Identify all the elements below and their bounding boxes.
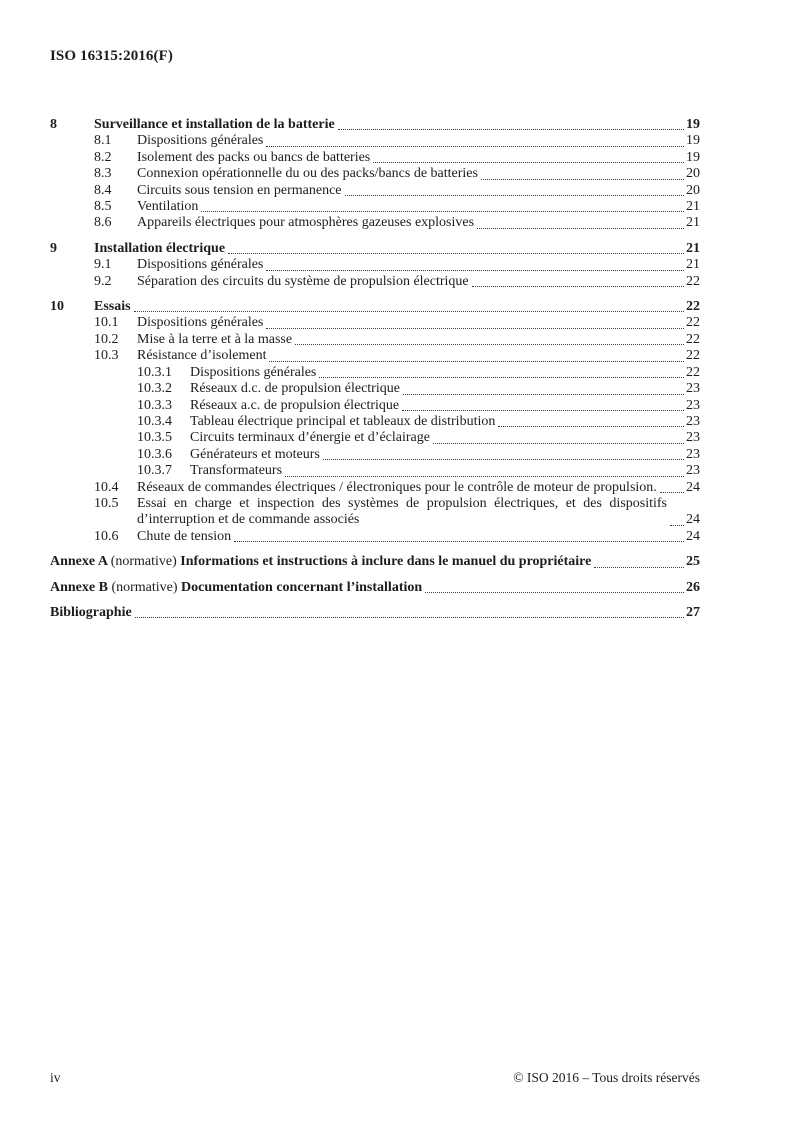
toc-entry[interactable]: [50, 183, 700, 199]
toc-entry[interactable]: [50, 257, 700, 273]
toc-entry-title-text: Dispositions générales: [137, 315, 264, 331]
toc-entry-title-text: Installation électrique: [94, 240, 226, 256]
toc-entry-title-text: Dispositions générales: [137, 257, 264, 273]
toc-entry-title-text: Surveillance et installation de la batterie: [94, 117, 335, 132]
toc-entry-title: [94, 241, 225, 257]
toc-entry-title-text: Mise à la terre et à la masse: [137, 331, 293, 347]
toc-entry-title-text: Générateurs et moteurs: [190, 446, 320, 462]
toc-entry[interactable]: [50, 605, 700, 621]
toc-entry-title: [137, 348, 266, 364]
toc-entry-title: [190, 447, 320, 463]
toc-entry[interactable]: [50, 241, 700, 257]
toc-leader-dots: [472, 286, 684, 287]
toc-entry-title: [50, 580, 422, 596]
toc-entry-title: [137, 315, 263, 331]
toc-entry-number: 10.5: [94, 495, 119, 511]
toc-leader-dots: [266, 328, 684, 329]
toc-entry-title-text: Essai en charge et inspection des systèmes de propulsion électriques, et des dispositifs d’interruption et de commande associés: [137, 495, 667, 528]
toc-entry-title-text: Informations et instructions à inclure dans le manuel du propriétaire: [180, 554, 592, 570]
toc-entry[interactable]: [50, 215, 700, 231]
toc-entry-number: 10.3.2: [137, 381, 172, 397]
toc-entry[interactable]: [50, 447, 700, 463]
toc-entry-page: 23: [686, 463, 700, 479]
toc-entry-page: 21: [686, 257, 700, 273]
toc-leader-dots: [477, 228, 684, 229]
toc-leader-dots: [481, 179, 684, 180]
toc-entry-number: 10.3.4: [137, 413, 172, 429]
toc-entry-page: 21: [686, 215, 700, 231]
toc-entry-title: [137, 332, 292, 348]
toc-entry-number: 10.4: [94, 479, 119, 495]
toc-entry-normative-tag: (normative): [111, 579, 182, 595]
toc-entry-page: 22: [686, 331, 700, 347]
toc-entry-number: 10.6: [94, 528, 119, 544]
toc-entry-title: [94, 117, 335, 133]
toc-entry-number: 9.1: [94, 257, 112, 273]
toc-entry-number: 10.3: [94, 348, 119, 364]
toc-entry-title-text: Réseaux d.c. de propulsion électrique: [190, 381, 400, 397]
page-footer: [50, 1070, 700, 1086]
page-header: [50, 48, 173, 65]
toc-entry[interactable]: [50, 496, 700, 529]
toc-entry-title: [190, 463, 282, 479]
toc-entry-title: [137, 529, 231, 545]
toc-leader-dots: [285, 476, 684, 477]
toc-entry-title: [137, 183, 342, 199]
toc-entry-number: 8.6: [94, 215, 112, 231]
toc-entry[interactable]: [50, 414, 700, 430]
toc-entry[interactable]: [50, 365, 700, 381]
toc-entry-title: [137, 496, 667, 529]
toc-entry[interactable]: [50, 332, 700, 348]
toc-entry-title: [50, 554, 591, 570]
toc-entry[interactable]: [50, 529, 700, 545]
toc-entry-title: [190, 381, 400, 397]
toc-leader-dots: [269, 361, 684, 362]
toc-entry-number: 8.5: [94, 199, 112, 215]
toc-leader-dots: [266, 146, 684, 147]
toc-entry-page: 23: [686, 413, 700, 429]
toc-entry[interactable]: [50, 274, 700, 290]
toc-entry-page: 24: [686, 528, 700, 544]
toc-leader-dots: [228, 253, 684, 254]
toc-entry-title: [190, 398, 399, 414]
toc-leader-dots: [403, 394, 684, 395]
toc-entry-title: [137, 166, 478, 182]
toc-entry-number: 8.3: [94, 166, 112, 182]
page-number-roman: iv: [50, 1070, 61, 1085]
toc-leader-dots: [345, 195, 684, 196]
toc-leader-dots: [338, 129, 684, 130]
toc-entry[interactable]: [50, 117, 700, 133]
toc-entry-title-text: Tableau électrique principal et tableaux de distribution: [190, 413, 496, 429]
toc-entry-page: 22: [686, 273, 700, 289]
toc-leader-dots: [402, 410, 684, 411]
toc-entry-title-text: Séparation des circuits du système de propulsion électrique: [137, 273, 469, 289]
toc-entry[interactable]: [50, 580, 700, 596]
toc-entry-title-text: Dispositions générales: [190, 364, 317, 380]
toc-leader-dots: [594, 567, 684, 568]
toc-entry-page: 24: [686, 512, 700, 528]
toc-entry-number: 10.3.7: [137, 463, 172, 479]
toc-entry-title: [137, 480, 657, 496]
toc-leader-dots: [373, 162, 684, 163]
toc-entry-title-text: Chute de tension: [137, 528, 232, 544]
toc-leader-dots: [660, 492, 684, 493]
toc-entry-page: 26: [686, 579, 700, 595]
toc-entry-page: 22: [686, 315, 700, 331]
toc-leader-dots: [670, 525, 684, 526]
toc-entry-page: 21: [686, 240, 700, 256]
toc-entry-prefix: Annexe B: [50, 579, 112, 595]
toc-entry[interactable]: [50, 315, 700, 331]
toc-entry[interactable]: [50, 299, 700, 315]
toc-entry[interactable]: [50, 199, 700, 215]
toc-entry-number: 8.4: [94, 182, 112, 198]
toc-entry-number: 8.2: [94, 149, 112, 165]
toc-entry-title: [190, 430, 430, 446]
toc-entry-number: 10.2: [94, 331, 119, 347]
toc-leader-dots: [295, 344, 684, 345]
toc-entry-title: [190, 365, 316, 381]
toc-entry-title: [137, 133, 263, 149]
toc-entry[interactable]: [50, 398, 700, 414]
toc-entry-title-text: Réseaux de commandes électriques / électroniques pour le contrôle de moteur de propulsion.: [137, 479, 657, 495]
toc-entry-page: 22: [686, 348, 700, 364]
toc-leader-dots: [433, 443, 684, 444]
toc-entry-prefix: Annexe A: [50, 554, 111, 570]
toc-entry-title-text: Circuits sous tension en permanence: [137, 182, 342, 198]
toc-entry-page: 23: [686, 446, 700, 462]
toc-leader-dots: [319, 377, 684, 378]
copyright-notice: © ISO 2016 – Tous droits réservés: [513, 1070, 700, 1085]
toc-entry-title-text: Connexion opérationnelle du ou des packs/bancs de batteries: [137, 166, 478, 182]
toc-entry-number: 9: [50, 240, 57, 256]
toc-entry[interactable]: [50, 480, 700, 496]
toc-entry-page: 20: [686, 182, 700, 198]
toc-entry-title-text: Isolement des packs ou bancs de batteries: [137, 149, 371, 165]
toc-entry-page: 24: [686, 479, 700, 495]
toc-entry-page: 19: [686, 133, 700, 149]
toc-entry[interactable]: [50, 430, 700, 446]
toc-leader-dots: [323, 459, 684, 460]
toc-entry-number: 9.2: [94, 273, 112, 289]
toc-entry-number: 10.3.6: [137, 446, 172, 462]
toc-entry-page: 23: [686, 397, 700, 413]
toc-entry-title: [94, 299, 131, 315]
document-reference: ISO 16315:2016(F): [50, 48, 173, 64]
toc-entry-title-text: Dispositions générales: [137, 133, 264, 149]
toc-leader-dots: [234, 541, 684, 542]
toc-entry-number: 10.3.5: [137, 430, 172, 446]
toc-entry[interactable]: [50, 166, 700, 182]
toc-leader-dots: [498, 426, 684, 427]
toc-entry-page: 23: [686, 430, 700, 446]
toc-entry-title: [137, 274, 469, 290]
toc-entry-title-text: Ventilation: [137, 199, 199, 215]
toc-entry-page: 19: [686, 117, 700, 132]
toc-entry[interactable]: [50, 554, 700, 570]
toc-entry-title-text: Résistance d’isolement: [137, 348, 267, 364]
toc-entry[interactable]: [50, 463, 700, 479]
toc-entry-title-text: Essais: [94, 299, 131, 315]
toc-entry-title-text: Documentation concernant l’installation: [181, 579, 423, 595]
toc-entry-page: 25: [686, 554, 700, 570]
toc-entry[interactable]: [50, 381, 700, 397]
toc-entry-page: 23: [686, 381, 700, 397]
toc-entry-normative-tag: (normative): [110, 554, 181, 570]
toc-entry-page: 20: [686, 166, 700, 182]
toc-entry-title: [137, 199, 198, 215]
toc-entry-title: [190, 414, 495, 430]
toc-entry-page: 19: [686, 149, 700, 165]
table-of-contents: [50, 108, 700, 621]
toc-leader-dots: [134, 311, 684, 312]
toc-leader-dots: [425, 592, 684, 593]
toc-entry-title: [137, 215, 474, 231]
toc-entry-number: 10.3.3: [137, 397, 172, 413]
toc-leader-dots: [266, 270, 684, 271]
toc-entry-page: 22: [686, 299, 700, 315]
toc-entry-page: 21: [686, 199, 700, 215]
toc-entry-title-text: Réseaux a.c. de propulsion électrique: [190, 397, 400, 413]
toc-entry-title: [137, 150, 370, 166]
toc-leader-dots: [135, 617, 684, 618]
toc-entry[interactable]: [50, 150, 700, 166]
toc-entry-number: 10.1: [94, 315, 119, 331]
toc-entry-title-text: Circuits terminaux d’énergie et d’éclairage: [190, 430, 430, 446]
toc-entry[interactable]: [50, 348, 700, 364]
toc-leader-dots: [201, 211, 684, 212]
toc-entry-page: 27: [686, 604, 700, 620]
toc-entry-title: [50, 605, 132, 621]
toc-entry-title-text: Appareils électriques pour atmosphères gazeuses explosives: [137, 215, 475, 231]
toc-entry[interactable]: [50, 133, 700, 149]
toc-entry-number: 10.3.1: [137, 364, 172, 380]
toc-entry-page: 22: [686, 364, 700, 380]
toc-entry-number: 8: [50, 117, 57, 132]
toc-entry-title-text: Transformateurs: [190, 463, 283, 479]
toc-entry-number: 8.1: [94, 133, 112, 149]
toc-entry-title-text: Bibliographie: [50, 604, 132, 620]
toc-entry-title: [137, 257, 263, 273]
toc-entry-number: 10: [50, 299, 64, 315]
